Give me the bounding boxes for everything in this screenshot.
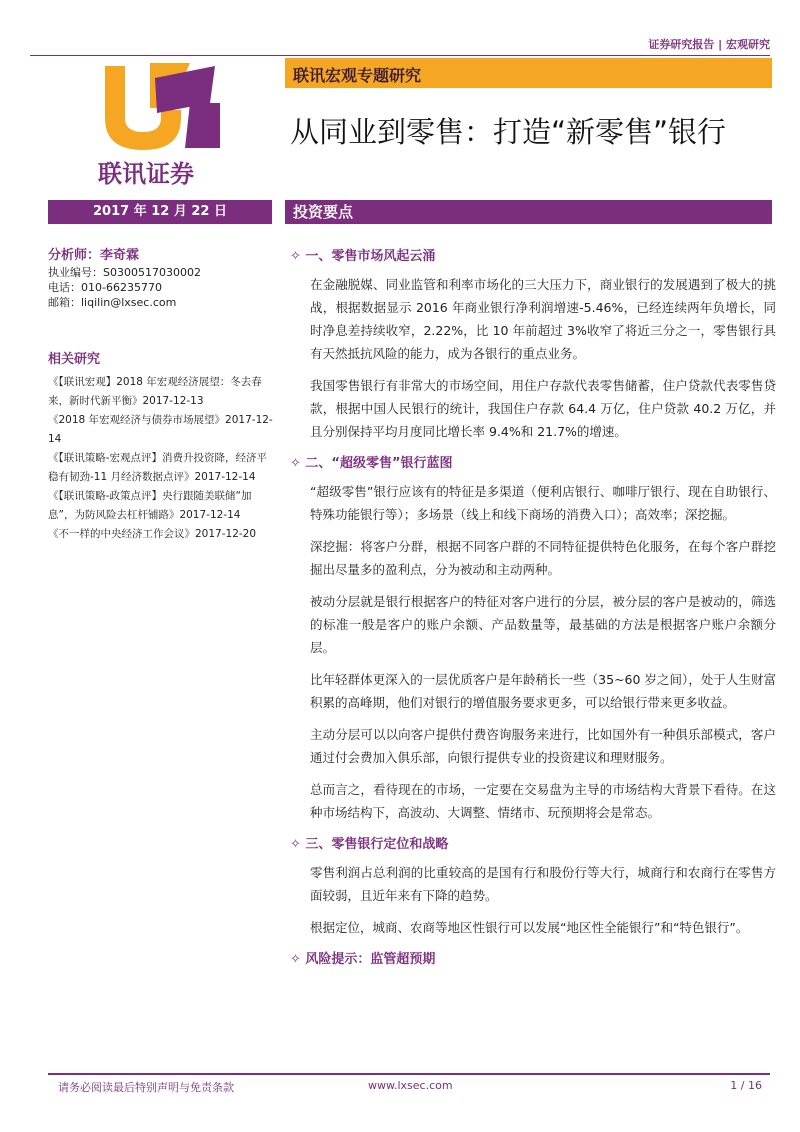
paragraph: 根据定位，城商、农商等地区性银行可以发展“地区性全能银行”和“特色银行”。: [310, 920, 749, 935]
related-item[interactable]: 《2018 年宏观经济与债券市场展望》2017-12-14: [48, 414, 273, 445]
related-item[interactable]: 《不一样的中央经济工作会议》2017-12-20: [48, 528, 257, 540]
related-research: [48, 350, 274, 544]
section-heading: ✧ 三、零售银行定位和战略: [290, 837, 449, 852]
analyst-info: [48, 248, 278, 310]
header-rule: [30, 55, 770, 56]
footer-disclaimer[interactable]: 请务必阅读最后特别声明与免责条款: [58, 1081, 234, 1094]
paragraph: 总而言之，看待现在的市场，一定要在交易盘为主导的市场结构大背景下看待。在这种市场结构下，高波动、大调整、情绪市、玩预期将会是常态。: [310, 782, 776, 820]
paragraph: 被动分层就是银行根据客户的特征对客户进行的分层，被分层的客户是被动的，筛选的标准一般是客户的账户余额、产品数量等，最基础的方法是根据客户账户余额分层。: [310, 594, 776, 655]
analyst-name: 分析师：李奇霖: [48, 248, 140, 263]
paragraph: 深挖掘：将客户分群，根据不同客户群的不同特征提供特色化服务，在每个客户群挖掘出尽量多的盈利点，分为被动和主动两种。: [310, 539, 776, 577]
logo-text: 联讯证券: [98, 160, 194, 188]
related-heading: 相关研究: [48, 352, 101, 367]
report-category-tag: 证券研究报告 | 宏观研究: [648, 38, 770, 51]
paragraph: 零售利润占总利润的比重较高的是国有行和股份行等大行，城商行和农商行在零售方面较弱，且近年来有下降的趋势。: [310, 865, 776, 903]
related-item[interactable]: 《【联讯宏观】2018 年宏观经济展望：冬去春来，新时代新平衡》2017-12-13: [48, 376, 262, 407]
section-heading: ✧ 一、零售市场风起云涌: [290, 249, 436, 264]
footer-rule: [48, 1073, 770, 1075]
paragraph: “超级零售”银行应该有的特征是多渠道（便利店银行、咖啡厅银行、现在自助银行、特殊功能银行等）；多场景（线上和线下商场的消费入口）；高效率；深挖掘。: [310, 484, 776, 522]
main-content: [290, 245, 776, 976]
paragraph: 主动分层可以以向客户提供付费咨询服务来进行，比如国外有一种俱乐部模式，客户通过付会费加入俱乐部，向银行提供专业的投资建议和理财服务。: [310, 727, 776, 765]
related-item[interactable]: 《【联讯策略-宏观点评】消费升投资降，经济平稳有韧劲-11 月经济数据点评》2017-12-14: [48, 452, 268, 483]
report-title: 从同业到零售：打造“新零售”银行: [290, 115, 727, 149]
page-number: 1 / 16: [730, 1079, 762, 1092]
related-item[interactable]: 《【联讯策略-政策点评】央行跟随美联储“加息”，为防风险去杠杆铺路》2017-12-14: [48, 490, 252, 521]
section-heading: ✧ 二、“超级零售”银行蓝图: [290, 456, 453, 471]
series-banner: [285, 58, 772, 88]
analyst-phone: 电话：010-66235770: [48, 281, 162, 294]
analyst-email[interactable]: 邮箱：liqilin@lxsec.com: [48, 296, 177, 309]
report-date: 2017 年 12 月 22 日: [48, 200, 272, 224]
key-points-title: 投资要点: [293, 203, 354, 221]
series-title: 联讯宏观专题研究: [293, 66, 422, 85]
logo-graphic: [95, 58, 245, 188]
company-logo: [95, 58, 245, 188]
key-points-bar: [285, 200, 772, 224]
paragraph: 在金融脱媒、同业监管和利率市场化的三大压力下，商业银行的发展遇到了极大的挑战，根据数据显示 2016 年商业银行净利润增速-5.46%，已经连续两年负增长，同时净息差持续收窄，2.22%，比 10 年前超过 3%收窄了将近三分之一，零售银行具有天然抵抗风险的能力，成为各银行的重点业务。: [310, 277, 776, 361]
analyst-license: 执业编号：S0300517030002: [48, 266, 201, 279]
footer-url[interactable]: www.lxsec.com: [368, 1079, 453, 1092]
paragraph: 我国零售银行有非常大的市场空间，用住户存款代表零售储蓄，住户贷款代表零售贷款，根据中国人民银行的统计，我国住户存款 64.4 万亿，住户贷款 40.2 万亿，并且分别保持平均月度同比增长率 9.4%和 21.7%的增速。: [310, 378, 776, 439]
risk-heading: ✧ 风险提示：监管超预期: [290, 952, 436, 967]
paragraph: 比年轻群体更深入的一层优质客户是年龄稍长一些（35~60 岁之间），处于人生财富积累的高峰期，他们对银行的增值服务要求更多，可以给银行带来更多收益。: [310, 672, 776, 710]
